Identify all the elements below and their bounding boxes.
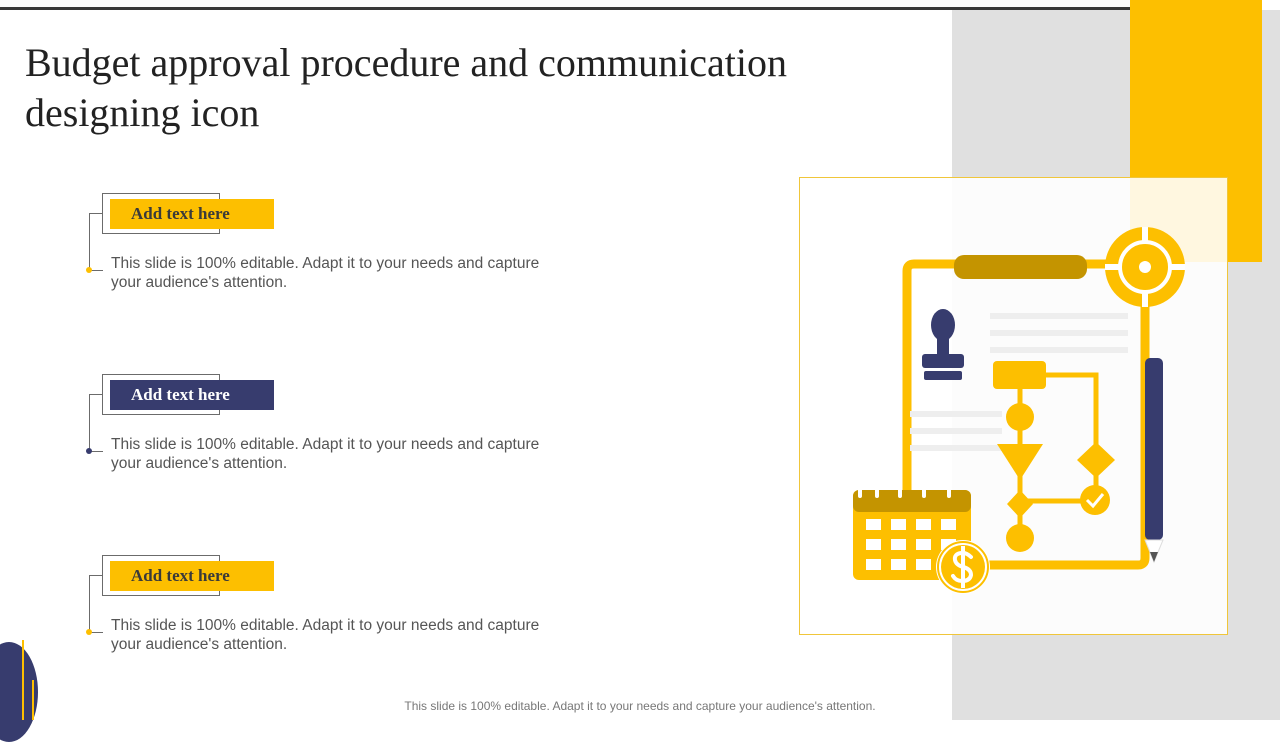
connector-line <box>89 575 102 633</box>
footer-note <box>0 699 1280 713</box>
illustration-box <box>799 177 1228 635</box>
stamp-icon <box>922 309 964 380</box>
budget-approval-illustration <box>800 178 1229 636</box>
text-item-2 <box>0 374 600 494</box>
connector-line <box>89 394 102 452</box>
item-heading[interactable]: Add text here <box>110 199 274 229</box>
target-icon <box>1105 227 1185 307</box>
flowchart-icon <box>993 361 1115 552</box>
item-description[interactable]: This slide is 100% editable. Adapt it to your needs and capture your audience's attention. <box>111 255 540 291</box>
connector-line <box>89 213 102 271</box>
bullet-dot <box>86 448 92 454</box>
item-description[interactable]: This slide is 100% editable. Adapt it to your needs and capture your audience's attention. <box>111 617 540 653</box>
bullet-dot <box>86 629 92 635</box>
slide-title: Budget approval procedure and communication designing icon <box>25 40 787 135</box>
pen-icon <box>1145 358 1163 562</box>
item-description[interactable]: This slide is 100% editable. Adapt it to your needs and capture your audience's attention. <box>111 436 540 472</box>
item-heading[interactable]: Add text here <box>110 561 274 591</box>
text-item-3 <box>0 555 600 675</box>
footer-text: This slide is 100% editable. Adapt it to your needs and capture your audience's attention. <box>404 699 876 713</box>
dollar-icon <box>936 540 990 594</box>
text-item-1 <box>0 193 600 313</box>
bullet-dot <box>86 267 92 273</box>
item-heading[interactable]: Add text here <box>110 380 274 410</box>
